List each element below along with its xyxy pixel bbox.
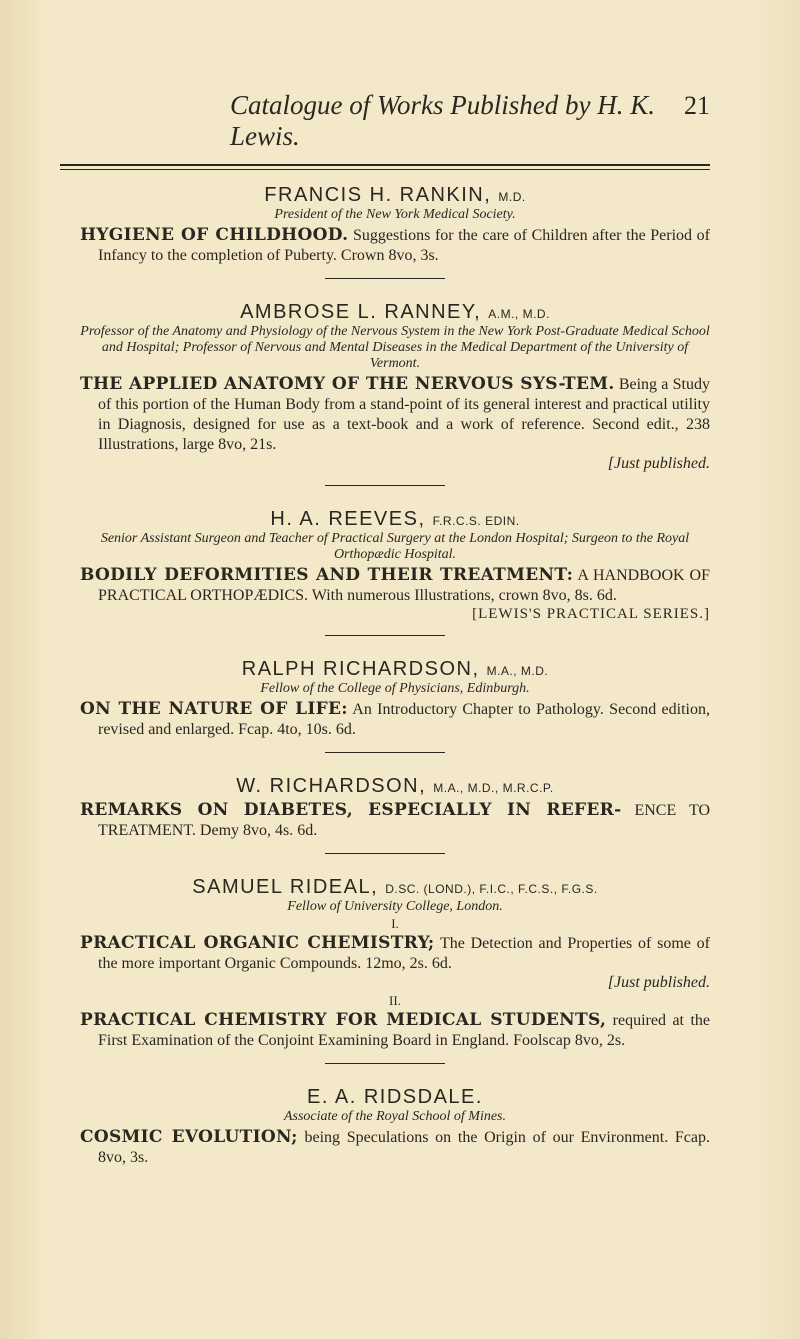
catalogue-entry bbox=[80, 184, 710, 266]
work-title: BODILY DEFORMITIES AND THEIR TREATMENT: bbox=[80, 565, 574, 585]
entry-separator bbox=[325, 1063, 445, 1064]
work-listing bbox=[80, 933, 710, 974]
author-name-text: E. A. RIDSDALE. bbox=[307, 1086, 483, 1108]
work-title: HYGIENE OF CHILDHOOD. bbox=[80, 225, 349, 245]
author-name bbox=[80, 1086, 710, 1109]
work-listing bbox=[80, 699, 710, 740]
entry-separator bbox=[325, 752, 445, 753]
series-note: [LEWIS'S PRACTICAL SERIES.] bbox=[472, 606, 710, 622]
publication-note: [Just published. bbox=[607, 455, 710, 472]
author-name bbox=[80, 876, 710, 899]
entry-separator bbox=[325, 635, 445, 636]
work-description: Being a Study of this portion of the Human Body from a stand-point of its general interest and practical utility in Diagnosis, designed for use as a text-book and a work of reference. Second edit., 238 Illustrations, large 8vo, 21s. bbox=[98, 376, 710, 453]
catalogue-entry bbox=[80, 1086, 710, 1168]
work-number: I. bbox=[391, 916, 399, 931]
work-number: II. bbox=[389, 993, 401, 1008]
publication-note: [Just published. bbox=[607, 974, 710, 991]
work-description: Suggestions for the care of Children after the Period of Infancy to the completion of Puberty. Crown 8vo, 3s. bbox=[98, 227, 711, 264]
work-description: A HANDBOOK OF PRACTICAL ORTHOPÆDICS. With numerous Illustrations, crown 8vo, 8s. 6d. bbox=[98, 567, 710, 604]
author-name bbox=[80, 775, 710, 798]
entry-separator bbox=[325, 485, 445, 486]
work-listing bbox=[80, 1127, 710, 1168]
running-header bbox=[230, 90, 710, 152]
work-description: An Introductory Chapter to Pathology. Second edition, revised and enlarged. Fcap. 4to, 10s. 6d. bbox=[98, 701, 710, 738]
entry-separator bbox=[325, 278, 445, 279]
work-description: required at the First Examination of the Conjoint Examining Board in England. Foolscap 8vo, 2s. bbox=[98, 1012, 711, 1049]
work-title: THE APPLIED ANATOMY OF THE NERVOUS SYS-TEM. bbox=[80, 374, 615, 394]
work-description: The Detection and Properties of some of the more important Organic Compounds. 12mo, 2s. 6d. bbox=[98, 935, 710, 972]
work-title: REMARKS ON DIABETES, ESPECIALLY IN REFER- bbox=[80, 800, 622, 820]
entry-separator bbox=[325, 853, 445, 854]
author-name bbox=[80, 658, 710, 681]
author-position: Fellow of University College, London. bbox=[287, 899, 503, 914]
author-position: President of the New York Medical Society. bbox=[274, 207, 516, 222]
work-description: ENCE TO TREATMENT. Demy 8vo, 4s. 6d. bbox=[98, 802, 710, 839]
work-title: PRACTICAL ORGANIC CHEMISTRY; bbox=[80, 933, 435, 953]
catalogue-entry bbox=[80, 658, 710, 740]
author-name bbox=[80, 508, 710, 531]
author-degrees: A.M., M.D. bbox=[488, 307, 550, 321]
work-title: ON THE NATURE OF LIFE: bbox=[80, 699, 348, 719]
author-name-text: AMBROSE L. RANNEY, bbox=[240, 301, 482, 323]
author-name-text: RALPH RICHARDSON, bbox=[241, 658, 480, 680]
work-title: PRACTICAL CHEMISTRY FOR MEDICAL STUDENTS, bbox=[80, 1010, 607, 1030]
author-position: Professor of the Anatomy and Physiology of the Nervous System in the New York Post-Graduate Medical School and Hospital; Professor of Nervous and Mental Diseases in the Medical Department of the University of Vermont. bbox=[80, 324, 710, 371]
work-listing bbox=[80, 1010, 710, 1051]
page-number: 21 bbox=[684, 91, 710, 120]
author-degrees: M.A., M.D. bbox=[486, 664, 549, 678]
author-name bbox=[80, 301, 710, 324]
author-name-text: H. A. REEVES, bbox=[270, 508, 426, 530]
header-title: Catalogue of Works Published by H. K. Lewis. bbox=[230, 90, 655, 151]
author-position: Senior Assistant Surgeon and Teacher of Practical Surgery at the London Hospital; Surgeon to the Royal Orthopædic Hospital. bbox=[100, 531, 690, 562]
work-listing bbox=[80, 374, 710, 455]
catalogue-entry bbox=[80, 508, 710, 623]
author-degrees: M.D. bbox=[498, 190, 526, 204]
author-name-text: FRANCIS H. RANKIN, bbox=[264, 184, 492, 206]
header-rule bbox=[60, 164, 710, 166]
catalogue-entry bbox=[80, 876, 710, 1051]
work-description: being Speculations on the Origin of our Environment. Fcap. 8vo, 3s. bbox=[98, 1129, 710, 1166]
author-degrees: F.R.C.S. EDIN. bbox=[432, 514, 520, 528]
entries-list bbox=[60, 184, 710, 1168]
author-name-text: W. RICHARDSON, bbox=[236, 775, 427, 797]
header-rule-thin bbox=[60, 169, 710, 170]
author-name-text: SAMUEL RIDEAL, bbox=[192, 876, 379, 898]
catalogue-entry bbox=[80, 301, 710, 473]
author-name bbox=[80, 184, 710, 207]
author-degrees: D.SC. (LOND.), F.I.C., F.C.S., F.G.S. bbox=[385, 882, 598, 896]
author-position: Associate of the Royal School of Mines. bbox=[283, 1109, 506, 1124]
work-listing bbox=[80, 800, 710, 841]
catalogue-entry bbox=[80, 775, 710, 841]
author-degrees: M.A., M.D., M.R.C.P. bbox=[433, 781, 554, 795]
work-listing bbox=[80, 565, 710, 606]
work-listing bbox=[80, 225, 710, 266]
author-position: Fellow of the College of Physicians, Edinburgh. bbox=[260, 681, 530, 696]
work-title: COSMIC EVOLUTION; bbox=[80, 1127, 298, 1147]
